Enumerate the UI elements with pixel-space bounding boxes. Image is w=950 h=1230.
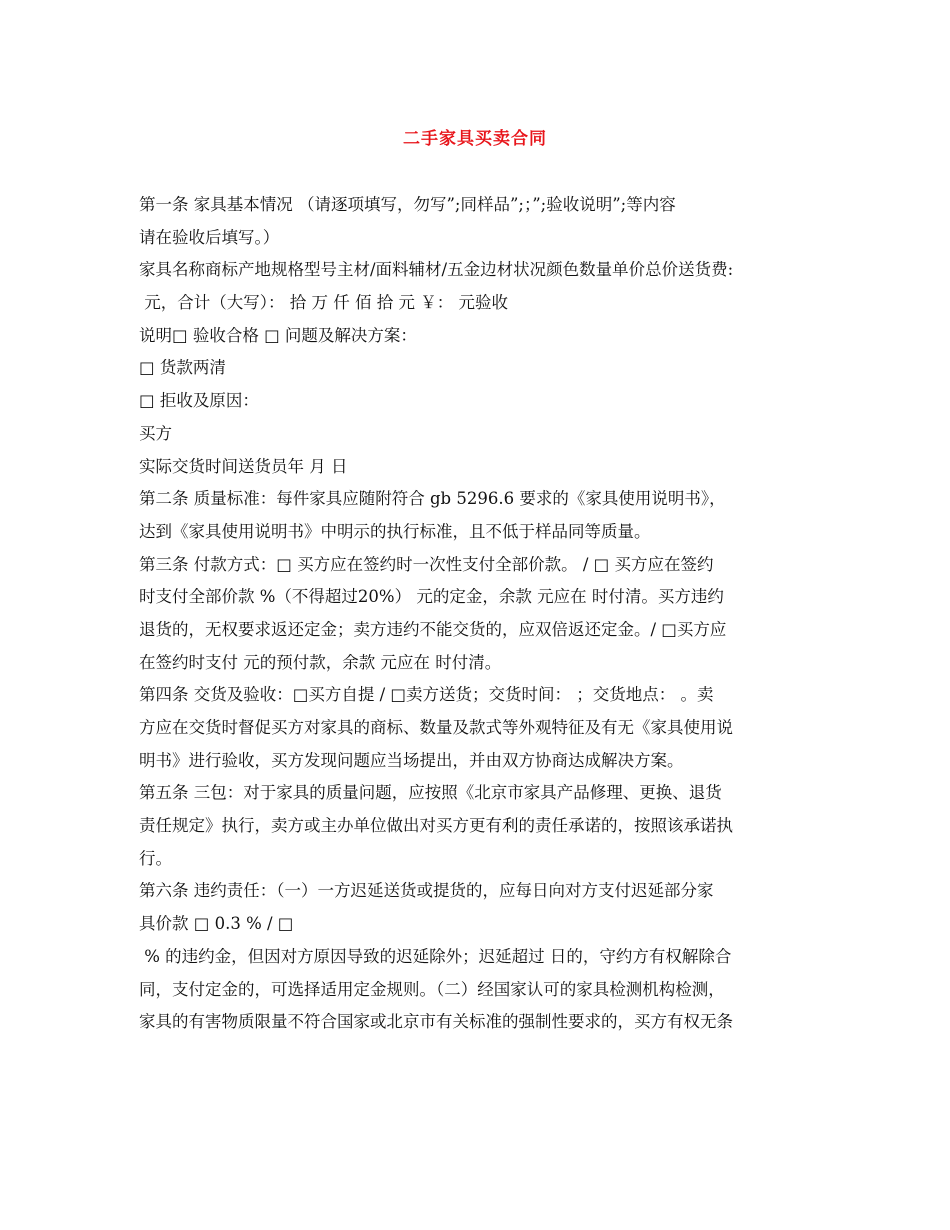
text-line: 第二条 质量标准：每件家具应随附符合 gb 5296.6 要求的《家具使用说明书》， — [139, 489, 726, 509]
text-line: 第三条 付款方式：□ 买方应在签约时一次性支付全部价款。 / □ 买方应在签约 — [139, 554, 714, 574]
text-line: 元，合计（大写）： 拾 万 仟 佰 拾 元 ￥： 元验收 — [139, 293, 508, 313]
text-line: 第五条 三包：对于家具的质量问题，应按照《北京市家具产品修理、更换、退货 — [139, 783, 722, 803]
text-line: 责任规定》执行，卖方或主办单位做出对买方更有利的责任承诺的，按照该承诺执 — [139, 816, 733, 836]
text-line: 达到《家具使用说明书》中明示的执行标准，且不低于样品同等质量。 — [139, 521, 651, 541]
text-line: 明书》进行验收，买方发现问题应当场提出，并由双方协商达成解决方案。 — [139, 750, 684, 770]
text-line: 退货的，无权要求返还定金；卖方违约不能交货的，应双倍返还定金。/ □买方应 — [139, 619, 727, 639]
contract-title: 二手家具买卖合同 — [403, 129, 547, 149]
text-line: □ 拒收及原因： — [139, 391, 259, 411]
contract-body — [139, 189, 819, 1039]
text-line: 具价款 □ 0.3 % / □ — [139, 914, 294, 934]
text-line: □ 货款两清 — [139, 358, 226, 378]
text-line: 家具的有害物质限量不符合国家或北京市有关标准的强制性要求的，买方有权无条 — [139, 1012, 733, 1032]
text-line: 方应在交货时督促买方对家具的商标、数量及款式等外观特征及有无《家具使用说 — [139, 718, 733, 737]
text-line: 请在验收后填写。） — [139, 227, 280, 247]
text-line: 时支付全部价款 %（不得超过20%） 元的定金，余款 元应在 时付清。买方违约 — [139, 587, 724, 607]
text-line: 同，支付定金的，可选择适用定金规则。（二）经国家认可的家具检测机构检测， — [139, 979, 725, 999]
text-line: 行。 — [139, 848, 172, 868]
text-line: 在签约时支付 元的预付款，余款 元应在 时付清。 — [139, 652, 502, 672]
text-line: 第一条 家具基本情况 （请逐项填写，勿写”;同样品”;；”;验收说明”;等内容 — [139, 195, 676, 214]
text-line: 说明□ 验收合格 □ 问题及解决方案： — [139, 325, 417, 345]
text-line: 买方 — [139, 423, 172, 443]
text-line: 第四条 交货及验收：□买方自提 / □卖方送货；交货时间： ；交货地点： 。卖 — [139, 685, 714, 705]
text-line: 第六条 违约责任：（一）一方迟延送货或提货的，应每日向对方支付迟延部分家 — [139, 881, 714, 901]
text-line: 家具名称商标产地规格型号主材/面料辅材/五金边材状况颜色数量单价总价送货费: — [139, 260, 734, 280]
text-line: 实际交货时间送货员年 月 日 — [139, 456, 348, 476]
text-line: % 的违约金，但因对方原因导致的迟延除外；迟延超过 日的，守约方有权解除合 — [139, 946, 732, 966]
